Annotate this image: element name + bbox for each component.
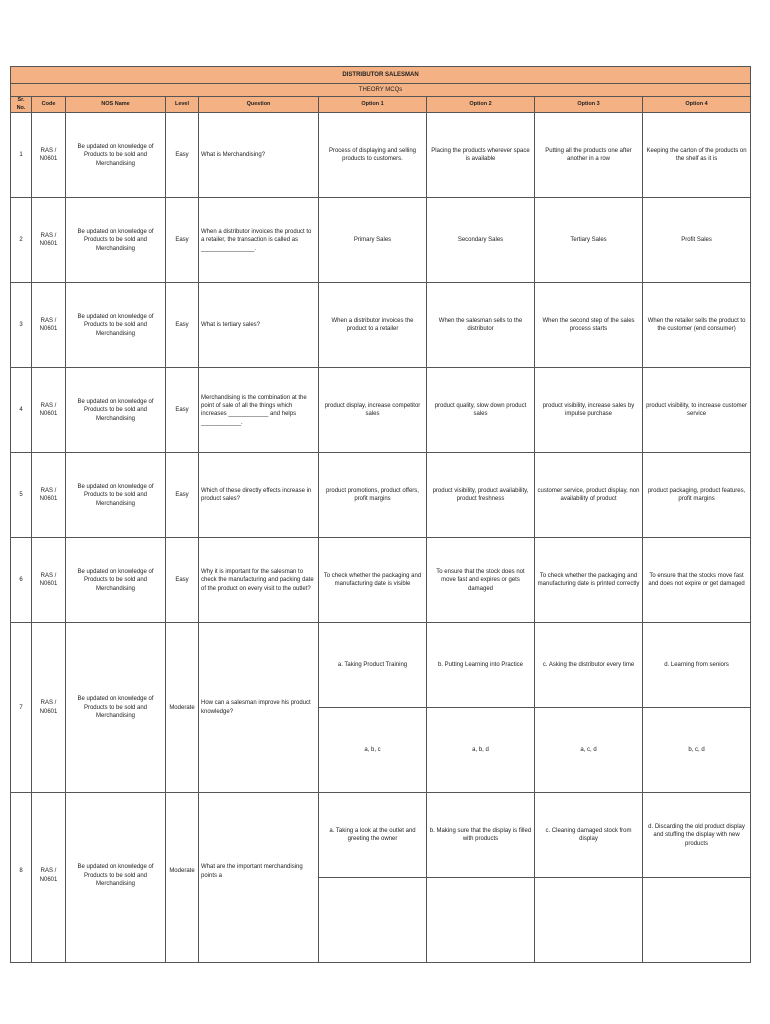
cell-statement-b: b. Putting Learning into Practice: [427, 623, 535, 708]
cell-option-2: When the salesman sells to the distributor: [427, 283, 535, 368]
cell-statement-c: c. Cleaning damaged stock from display: [535, 793, 643, 878]
cell-code: RAS / N0601: [32, 283, 66, 368]
header-code: Code: [32, 97, 66, 113]
cell-question: Which of these directly effects increase in product sales?: [199, 453, 319, 538]
cell-statement-a: a. Taking a look at the outlet and greeting the owner: [319, 793, 427, 878]
header-option-2: Option 2: [427, 97, 535, 113]
table-row: [11, 793, 751, 878]
cell-sr-no: 7: [11, 623, 32, 793]
cell-question: How can a salesman improve his product knowledge?: [199, 623, 319, 793]
cell-level: Easy: [166, 538, 199, 623]
cell-level: Moderate: [166, 793, 199, 963]
cell-option-4: b, c, d: [643, 708, 751, 793]
cell-question: What is Merchandising?: [199, 113, 319, 198]
cell-nos-name: Be updated on knowledge of Products to be sold and Merchandising: [66, 368, 166, 453]
cell-option-3: To check whether the packaging and manufacturing date is printed correctly: [535, 538, 643, 623]
cell-question: When a distributor invoices the product to a retailer, the transaction is called as ________________.: [199, 198, 319, 283]
sheet-title: DISTRIBUTOR SALESMAN: [11, 67, 751, 84]
cell-code: RAS / N0601: [32, 198, 66, 283]
cell-level: Moderate: [166, 623, 199, 793]
cell-level: Easy: [166, 113, 199, 198]
cell-empty: [319, 878, 427, 963]
cell-sr-no: 8: [11, 793, 32, 963]
mcq-table: [10, 66, 751, 963]
cell-option-1: product promotions, product offers, profit margins: [319, 453, 427, 538]
cell-option-3: When the second step of the sales process starts: [535, 283, 643, 368]
cell-option-2: To ensure that the stock does not move fast and expires or gets damaged: [427, 538, 535, 623]
cell-statement-a: a. Taking Product Training: [319, 623, 427, 708]
cell-nos-name: Be updated on knowledge of Products to be sold and Merchandising: [66, 283, 166, 368]
cell-option-3: a, c, d: [535, 708, 643, 793]
spreadsheet: [10, 66, 750, 888]
cell-option-1: To check whether the packaging and manufacturing date is visible: [319, 538, 427, 623]
cell-option-2: Placing the products wherever space is available: [427, 113, 535, 198]
header-option-1: Option 1: [319, 97, 427, 113]
cell-empty: [643, 878, 751, 963]
table-row: [11, 368, 751, 453]
header-nos-name: NOS Name: [66, 97, 166, 113]
cell-question: Why it is important for the salesman to check the manufacturing and packing date of the product on every visit to the outlet?: [199, 538, 319, 623]
cell-nos-name: Be updated on knowledge of Products to be sold and Merchandising: [66, 113, 166, 198]
cell-option-3: customer service, product display, non availability of product: [535, 453, 643, 538]
cell-option-1: a, b, c: [319, 708, 427, 793]
cell-sr-no: 6: [11, 538, 32, 623]
table-row: [11, 538, 751, 623]
cell-option-2: product visibility, product availability, product freshness: [427, 453, 535, 538]
sheet-subtitle: THEORY MCQs: [11, 84, 751, 97]
cell-option-1: When a distributor invoices the product to a retailer: [319, 283, 427, 368]
cell-statement-c: c. Asking the distributor every time: [535, 623, 643, 708]
header-option-4: Option 4: [643, 97, 751, 113]
header-option-3: Option 3: [535, 97, 643, 113]
cell-sr-no: 3: [11, 283, 32, 368]
table-row: [11, 198, 751, 283]
cell-question: What are the important merchandising points a: [199, 793, 319, 963]
cell-option-4: To ensure that the stocks move fast and does not expire or get damaged: [643, 538, 751, 623]
table-row: [11, 283, 751, 368]
cell-level: Easy: [166, 198, 199, 283]
cell-nos-name: Be updated on knowledge of Products to be sold and Merchandising: [66, 623, 166, 793]
cell-option-1: Process of displaying and selling products to customers.: [319, 113, 427, 198]
cell-code: RAS / N0601: [32, 538, 66, 623]
cell-option-3: Putting all the products one after another in a row: [535, 113, 643, 198]
table-row: [11, 623, 751, 708]
cell-statement-d: d. Learning from seniors: [643, 623, 751, 708]
cell-option-3: product visibility, increase sales by impulse purchase: [535, 368, 643, 453]
cell-nos-name: Be updated on knowledge of Products to be sold and Merchandising: [66, 538, 166, 623]
table-row: [11, 453, 751, 538]
cell-option-2: a, b, d: [427, 708, 535, 793]
cell-level: Easy: [166, 368, 199, 453]
cell-question: What is tertiary sales?: [199, 283, 319, 368]
cell-code: RAS / N0601: [32, 793, 66, 963]
cell-level: Easy: [166, 453, 199, 538]
cell-code: RAS / N0601: [32, 368, 66, 453]
header-level: Level: [166, 97, 199, 113]
cell-option-4: When the retailer sells the product to the customer (end consumer): [643, 283, 751, 368]
cell-nos-name: Be updated on knowledge of Products to be sold and Merchandising: [66, 793, 166, 963]
cell-option-4: product packaging, product features, profit margins: [643, 453, 751, 538]
cell-nos-name: Be updated on knowledge of Products to be sold and Merchandising: [66, 453, 166, 538]
cell-question: Merchandising is the combination at the point of sale of all the things which increases ____________ and helps ____________.: [199, 368, 319, 453]
cell-sr-no: 4: [11, 368, 32, 453]
cell-empty: [535, 878, 643, 963]
cell-option-4: Profit Sales: [643, 198, 751, 283]
cell-option-2: product quality, slow down product sales: [427, 368, 535, 453]
cell-option-4: product visibility, to increase customer service: [643, 368, 751, 453]
cell-option-4: Keeping the carton of the products on the shelf as it is: [643, 113, 751, 198]
cell-option-1: Primary Sales: [319, 198, 427, 283]
cell-code: RAS / N0601: [32, 113, 66, 198]
cell-sr-no: 5: [11, 453, 32, 538]
cell-sr-no: 2: [11, 198, 32, 283]
cell-statement-b: b. Making sure that the display is filled with products: [427, 793, 535, 878]
cell-statement-d: d. Discarding the old product display and stuffing the display with new products: [643, 793, 751, 878]
cell-sr-no: 1: [11, 113, 32, 198]
cell-code: RAS / N0601: [32, 453, 66, 538]
cell-option-3: Tertiary Sales: [535, 198, 643, 283]
cell-code: RAS / N0601: [32, 623, 66, 793]
cell-nos-name: Be updated on knowledge of Products to be sold and Merchandising: [66, 198, 166, 283]
header-question: Question: [199, 97, 319, 113]
table-row: [11, 113, 751, 198]
header-sr-no: Sr. No.: [11, 97, 32, 113]
cell-level: Easy: [166, 283, 199, 368]
cell-option-2: Secondary Sales: [427, 198, 535, 283]
cell-option-1: product display, increase competitor sales: [319, 368, 427, 453]
cell-empty: [427, 878, 535, 963]
